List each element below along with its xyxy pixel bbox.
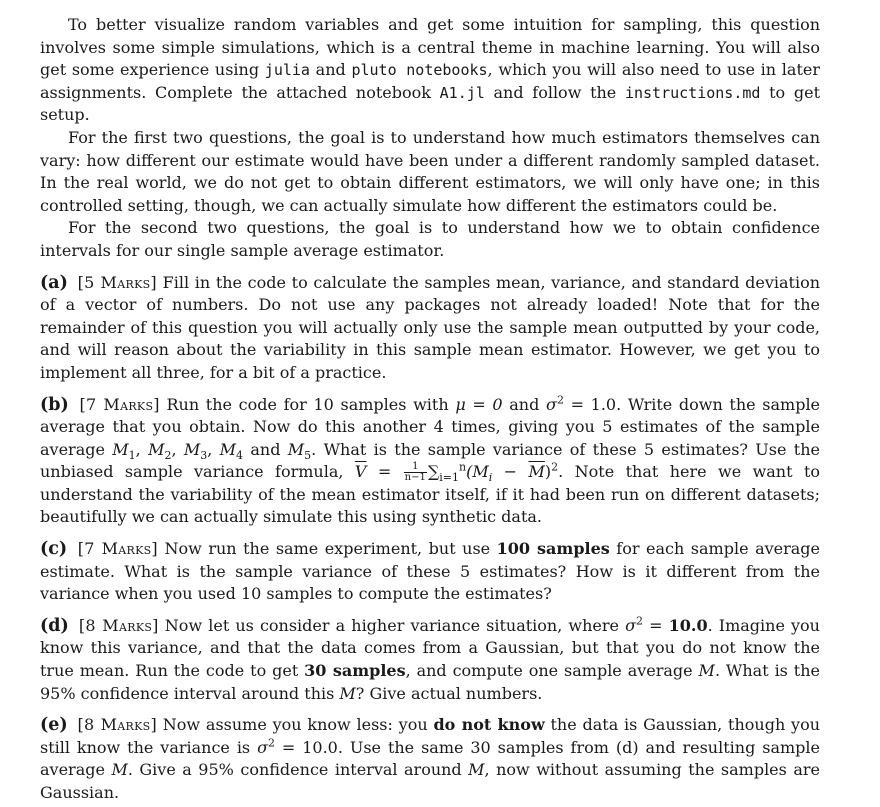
fraction: $\frac{1}{n-1}$: [404, 461, 426, 484]
intro-paragraph-3: For the second two questions, the goal is to understand how we to obtain confidence intervals for our single sample average estimator.: [40, 218, 820, 260]
question-d: (d) [8 Marks] Now let us consider a higher variance situation, where $\sigma^2 = 10.0$. Imagine you know this variance, and that the data comes from a Gaussian, but that you do not know the true mean. Run the code to get 30 samples, and compute one sample average M. What is the 95% confidence interval around this M? Give actual numbers.: [40, 614, 821, 703]
pluto-code: pluto notebooks: [351, 61, 488, 80]
question-a-marks: [5 Marks]: [77, 272, 157, 292]
question-b: (b) [7 Marks] Run the code for 10 samples with μ = 0 and $\sigma^2 = 1.0$. Write down the sample average that you obtain. Now do this another 4 times, giving you 5 estimates of the sample average $M_1$, $M_2$, $M_3$, $M_4$ and $M_5$. What is the sample variance of these 5 estimates? Use the unbiased sample variance formula, $\overline{V}$ = $\frac{1}{n-1}$ $\sum_{i=1}^n(M_i - \overline{M})^2$. Note that here we want to understand the variability of the mean estimator itself, if it had been run on different datasets; beautifully we can actually simulate this using synthetic data.: [40, 393, 821, 527]
question-c-marks: [7 Marks]: [77, 539, 158, 559]
notebook-filename: A1.jl: [439, 83, 485, 102]
question-d-marks: [8 Marks]: [78, 615, 159, 635]
question-c: (c) [7 Marks] Now run the same experiment, but use 100 samples for each sample average estimate. What is the sample variance of these 5 estimates? How is it different from the variance when you used 10 samples to compute the estimates?: [40, 539, 821, 604]
question-a-label: (a): [40, 272, 68, 293]
julia-code: julia: [264, 61, 310, 80]
question-e: (e) [8 Marks] Now assume you know less: you do not know the data is Gaussian, though you still know the variance is $\sigma^2 = 10.0$. Use the same 30 samples from (d) and resulting sample average M. Give a 95% confidence interval around M, now without assuming the samples are Gaussian.: [40, 715, 821, 802]
question-e-label: (e): [40, 715, 68, 736]
intro-paragraph-2: For the first two questions, the goal is to understand how much estimators themselves can vary: how different our estimate would have been under a different randomly sampled dataset. In the real world, we do not get to obtain different estimators, we will only have one; in this controlled setting, though, we can actually simulate how different the estimators could be.: [40, 127, 820, 215]
question-d-label: (d): [40, 615, 69, 636]
question-e-marks: [8 Marks]: [77, 715, 158, 735]
intro-paragraph-1: To better visualize random variables and get some intuition for sampling, this question involves some simple simulations, which is a central theme in machine learning. You will also get some experience using julia and pluto notebooks, which you will also need to use in later assignments. Complete the attached notebook A1.jl and follow the instructions.md to get setup.: [40, 15, 821, 125]
question-b-marks: [7 Marks]: [79, 394, 160, 414]
instructions-filename: instructions.md: [624, 83, 761, 102]
question-b-label: (b): [40, 394, 69, 415]
question-c-label: (c): [40, 539, 68, 560]
question-a: (a) [5 Marks] Fill in the code to calculate the samples mean, variance, and standard deviation of a vector of numbers. Do not use any packages not already loaded! Note that for the remainder of this question you will actually only use the sample mean outputted by your code, and will reason about the variability in this sample mean estimator. However, we get you to implement all three, for a bit of a practice.: [40, 272, 821, 382]
